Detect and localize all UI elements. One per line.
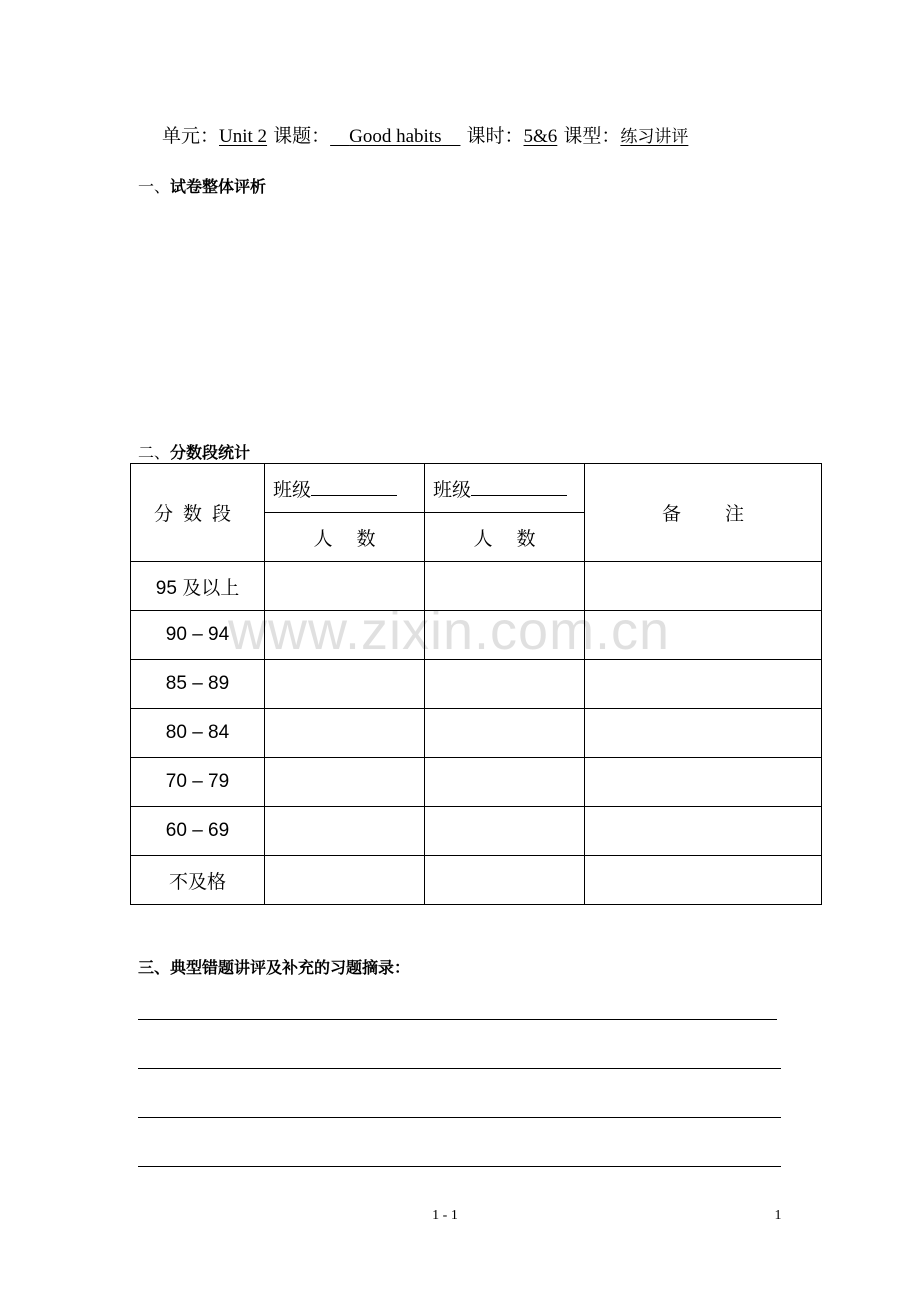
- class-1-count-cell[interactable]: [265, 758, 425, 807]
- type-value: 练习讲评: [620, 127, 689, 147]
- table-row: [131, 856, 822, 905]
- section-1-title: 一、试卷整体评析: [138, 177, 267, 196]
- class-1-blank[interactable]: [311, 477, 397, 496]
- lesson-header: [162, 124, 862, 149]
- remark-cell[interactable]: [585, 562, 822, 611]
- class-1-count-cell[interactable]: [265, 660, 425, 709]
- remark-cell[interactable]: [585, 807, 822, 856]
- class-2-blank[interactable]: [471, 477, 567, 496]
- unit-label: 单元：: [162, 125, 220, 147]
- class-2-count-cell[interactable]: [425, 807, 585, 856]
- remark-cell[interactable]: [585, 758, 822, 807]
- class-1-count-cell[interactable]: [265, 611, 425, 660]
- section-2-title: 二、分数段统计: [138, 443, 251, 462]
- class-2-count-cell[interactable]: [425, 709, 585, 758]
- topic-label: 课题：: [273, 125, 331, 147]
- score-range-cell: 85 – 89: [131, 660, 265, 709]
- answer-line[interactable]: [138, 1068, 781, 1069]
- class-1-count-cell[interactable]: [265, 562, 425, 611]
- class-2-count-cell[interactable]: [425, 562, 585, 611]
- score-distribution-table: [130, 463, 822, 905]
- page-number-right: 1: [774, 1208, 782, 1223]
- table-row: [131, 758, 822, 807]
- type-label: 课型：: [563, 125, 621, 147]
- score-range-cell: 80 – 84: [131, 709, 265, 758]
- remark-cell[interactable]: [585, 611, 822, 660]
- answer-line[interactable]: [138, 1117, 781, 1118]
- score-range-cell: 95 及以上: [131, 562, 265, 611]
- class-2-count-cell[interactable]: [425, 611, 585, 660]
- class-1-count-cell[interactable]: [265, 856, 425, 905]
- class-2-header: 班级: [425, 464, 585, 513]
- class-1-count-cell[interactable]: [265, 709, 425, 758]
- section-3-title: 三、典型错题讲评及补充的习题摘录：: [138, 958, 411, 977]
- class-2-count-cell[interactable]: [425, 660, 585, 709]
- class-1-count-cell[interactable]: [265, 807, 425, 856]
- remark-cell[interactable]: [585, 856, 822, 905]
- score-range-cell: 70 – 79: [131, 758, 265, 807]
- period-value: 5&6: [523, 126, 558, 147]
- remark-header: 备注: [585, 464, 822, 562]
- remark-cell[interactable]: [585, 660, 822, 709]
- class-2-count-cell[interactable]: [425, 856, 585, 905]
- watermark: www.zixin.com.cn: [228, 601, 671, 661]
- topic-value: Good habits: [349, 126, 442, 147]
- class-1-header: 班级: [265, 464, 425, 513]
- class-2-people-header: 人数: [425, 513, 585, 562]
- class-2-count-cell[interactable]: [425, 758, 585, 807]
- table-row: [131, 611, 822, 660]
- table-row: [131, 807, 822, 856]
- score-range-header: 分数段: [131, 464, 265, 562]
- class-1-people-header: 人数: [265, 513, 425, 562]
- remark-cell[interactable]: [585, 709, 822, 758]
- score-range-cell: 60 – 69: [131, 807, 265, 856]
- page-number-center: 1 - 1: [432, 1208, 458, 1223]
- period-label: 课时：: [466, 125, 524, 147]
- answer-line[interactable]: [138, 1019, 777, 1020]
- score-range-cell: 不及格: [131, 856, 265, 905]
- score-range-cell: 90 – 94: [131, 611, 265, 660]
- table-row: [131, 709, 822, 758]
- unit-value: Unit 2: [219, 126, 268, 147]
- table-row: [131, 562, 822, 611]
- answer-line[interactable]: [138, 1166, 781, 1167]
- table-row: [131, 660, 822, 709]
